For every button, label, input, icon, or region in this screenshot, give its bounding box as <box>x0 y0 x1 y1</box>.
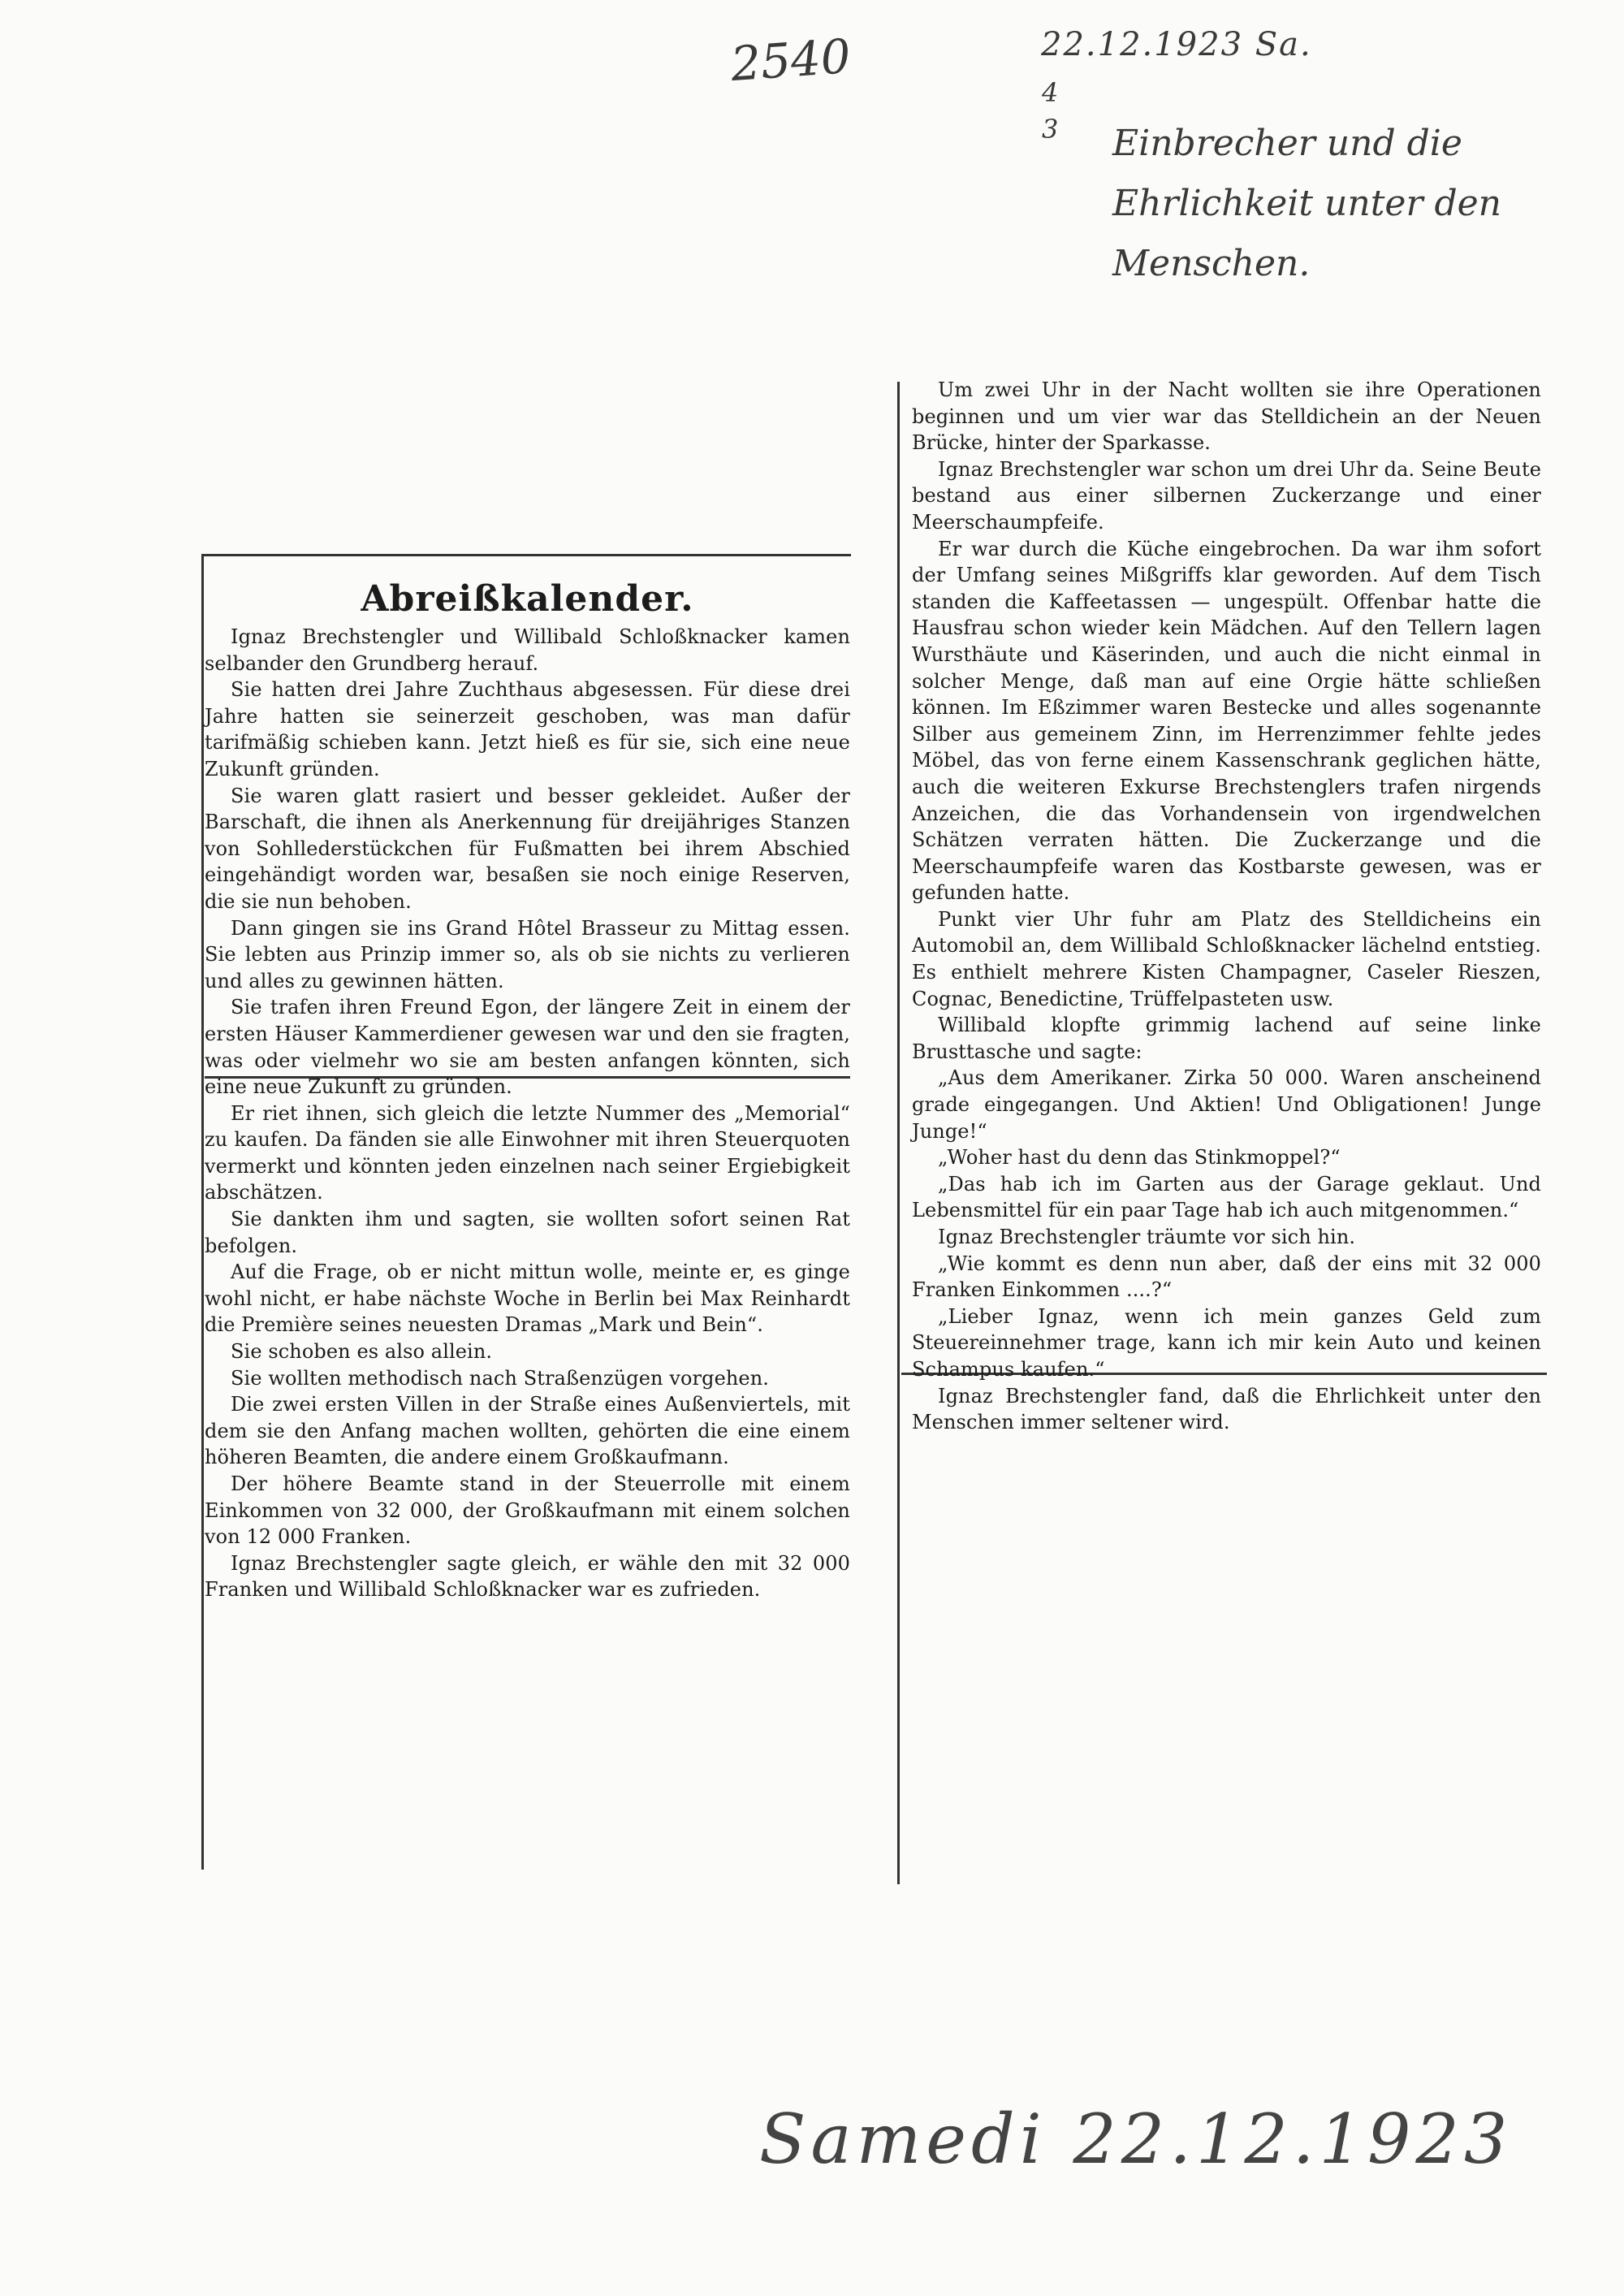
paragraph: Um zwei Uhr in der Nacht wollten sie ihre Operationen beginnen und um vier war das Stelldichein an der Neuen Brücke, hinter der Sparkasse. <box>912 378 1541 455</box>
left-column-top-border <box>201 554 851 556</box>
handwritten-mark-a: 4 <box>1042 77 1059 108</box>
left-column-border <box>201 554 204 1870</box>
paragraph: „Das hab ich im Garten aus der Garage geklaut. Und Lebensmittel für ein paar Tage hab ich auch mitgenommen.“ <box>912 1172 1541 1222</box>
paragraph: „Wie kommt es denn nun aber, daß der eins mit 32 000 Franken Einkommen ....?“ <box>912 1252 1541 1302</box>
paragraph: Ignaz Brechstengler sagte gleich, er wähle den mit 32 000 Franken und Willibald Schloßknacker war es zufrieden. <box>205 1551 850 1602</box>
archive-number: 2540 <box>728 28 853 93</box>
paragraph: Willibald klopfte grimmig lachend auf seine linke Brusttasche und sagte: <box>912 1014 1541 1063</box>
paragraph: Auf die Frage, ob er nicht mittun wolle, meinte er, es ginge wohl nicht, er habe nächste Woche in Berlin bei Max Reinhardt die Première seines neuesten Dramas „Mark und Bein“. <box>205 1260 850 1337</box>
article-headline: Abreißkalender. <box>361 578 694 620</box>
paragraph: „Aus dem Amerikaner. Zirka 50 000. Waren anscheinend grade eingegangen. Und Aktien! Und Obligationen! Junge Junge!“ <box>912 1066 1541 1143</box>
column-divider <box>897 382 900 1884</box>
paragraph: Er riet ihnen, sich gleich die letzte Nummer des „Memorial“ zu kaufen. Da fänden sie alle Einwohner mit ihren Steuerquoten vermerkt und könnten jeden einzelnen nach seiner Ergiebigkeit abschätzen. <box>205 1101 850 1204</box>
paragraph: Dann gingen sie ins Grand Hôtel Brasseur zu Mittag essen. Sie lebten aus Prinzip immer so, als ob sie nichts zu verlieren und alles zu gewinnen hätten. <box>205 916 850 992</box>
paragraph: Ignaz Brechstengler fand, daß die Ehrlichkeit unter den Menschen immer seltener wird. <box>912 1384 1541 1434</box>
paragraph: Die zwei ersten Villen in der Straße eines Außenviertels, mit dem sie den Anfang machen wollten, gehörten die eine einem höheren Beamten, die andere einem Großkaufmann. <box>205 1393 850 1469</box>
paragraph: Sie dankten ihm und sagten, sie wollten sofort seinen Rat befolgen. <box>205 1208 850 1257</box>
paragraph: Ignaz Brechstengler und Willibald Schloßknacker kamen selbander den Grundberg herauf. <box>205 625 850 675</box>
paragraph: Sie schoben es also allein. <box>231 1340 493 1364</box>
paragraph: Sie hatten drei Jahre Zuchthaus abgesessen. Für diese drei Jahre hatten sie seinerzeit geschoben, was man dafür tarifmäßig schieben kann. Jetzt hieß es für sie, sich eine neue Zukunft gründen. <box>205 678 850 780</box>
paragraph: Sie trafen ihren Freund Egon, der längere Zeit in einem der ersten Häuser Kammerdiener gewesen war und den sie fragten, was oder vielmehr wo sie am besten anfangen könnten, sich eine neue Zukunft zu gründen. <box>205 996 850 1099</box>
paragraph: Der höhere Beamte stand in der Steuerrolle mit einem Einkommen von 32 000, der Großkaufmann mit einem solchen von 12 000 Franken. <box>205 1472 850 1549</box>
paragraph: Ignaz Brechstengler war schon um drei Uhr da. Seine Beute bestand aus einer silbernen Zuckerzange und einer Meerschaumpfeife. <box>912 457 1541 534</box>
paragraph: Ignaz Brechstengler träumte vor sich hin. <box>938 1226 1356 1248</box>
paragraph: Er war durch die Küche eingebrochen. Da war ihm sofort der Umfang seines Mißgriffs klar geworden. Auf dem Tisch standen die Kaffeetassen — ungespült. Offenbar hatte die Hausfrau schon wieder kein Mädchen. Auf den Tellern lagen Wursthäute und Käserinden, und auch die nicht einmal in solcher Menge, daß man auf eine Orgie hätte schließen können. Im Eßzimmer waren Bestecke und alles sogenannte Silber aus gemeinem Zinn, im Herrenzimmer fehlte jedes Möbel, das von ferne einem Kassenschrank geglichen hätte, auch die weiteren Exkurse Brechstenglers trafen nirgends Anzeichen, die das Vorhandensein von irgendwelchen Schätzen verraten hätten. Die Zuckerzange und die Meerschaumpfeife waren das Kostbarste gewesen, was er gefunden hatte. <box>912 537 1541 905</box>
handwritten-title-note: Einbrecher und die Ehrlichkeit unter den Menschen. <box>1112 123 1502 284</box>
paragraph: „Lieber Ignaz, wenn ich mein ganzes Geld zum Steuereinnehmer trage, kann ich mir kein Auto und keinen Schampus kaufen.“ <box>912 1304 1541 1381</box>
handwritten-stamp-date: Samedi 22.12.1923 <box>759 2099 1513 2179</box>
handwritten-mark-b: 3 <box>1042 114 1059 145</box>
paragraph: Sie wollten methodisch nach Straßenzügen vorgehen. <box>231 1366 770 1390</box>
handwritten-date-note: 22.12.1923 Sa. <box>1041 26 1312 63</box>
paragraph: „Woher hast du denn das Stinkmoppel?“ <box>938 1146 1341 1170</box>
article-right-column <box>912 377 1541 1436</box>
paragraph: Punkt vier Uhr fuhr am Platz des Stelldicheins ein Automobil an, dem Willibald Schloßknacker lächelnd entstieg. Es enthielt mehrere Kisten Champagner, Caseler Rieszen, Cognac, Benedictine, Trüffelpasteten usw. <box>912 907 1541 1010</box>
paragraph: Sie waren glatt rasiert und besser gekleidet. Außer der Barschaft, die ihnen als Anerkennung für dreijähriges Stanzen von Sohllederstückchen für Fußmatten bei ihrem Abschied eingehändigt worden war, besaßen sie noch einige Reserven, die sie nun behoben. <box>205 784 850 913</box>
article-left-column <box>205 624 850 1603</box>
